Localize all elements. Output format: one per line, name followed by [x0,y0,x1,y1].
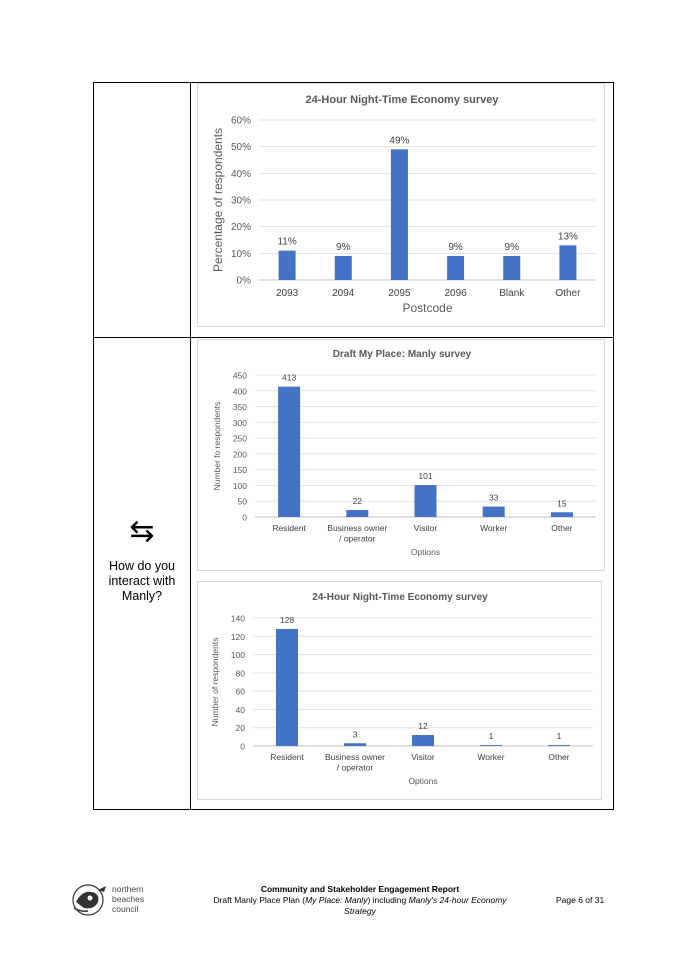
x-tick-label: 2095 [388,288,411,299]
bar [480,745,502,746]
data-label: 22 [352,496,363,507]
y-tick-label: 20% [230,222,251,234]
council-logo [68,882,112,918]
footer-text: Manly's 24-hour Economy [408,895,507,905]
y-tick-label: 50 [237,496,247,507]
footer-text: My Place: Manly [305,895,368,905]
x-tick-label: 2096 [444,288,467,299]
y-tick-label: 50% [230,142,251,154]
bar [391,149,408,280]
y-tick-label: 250 [232,433,247,444]
x-tick-label: Business owner / operator [327,523,388,544]
footer-text: Strategy [344,906,376,916]
y-tick-label: 350 [232,402,247,413]
interact-arrows-icon: ⇆ [129,514,155,549]
x-tick-label: Visitor [411,752,435,762]
bar [335,256,352,280]
survey-table [93,82,614,810]
x-tick-label: Other [555,288,581,299]
x-tick-label: Other [548,752,570,762]
bar [279,251,296,280]
data-label: 13% [557,231,578,243]
data-label: 33 [488,492,499,503]
y-tick-label: 0 [240,741,245,752]
bar [503,256,520,280]
y-tick-label: 40% [230,168,251,180]
y-tick-label: 140 [230,613,245,624]
x-tick-label: 2093 [275,288,299,299]
data-label: 11% [277,236,297,248]
x-axis-label: Options [410,547,441,557]
data-label: 1 [556,731,562,742]
y-tick-label: 0 [242,512,247,523]
bar [278,387,300,517]
bar [447,256,464,280]
data-label: 1 [488,731,494,742]
footer-subtitle [195,895,525,906]
footer-title [195,884,525,917]
data-label: 9% [336,242,351,253]
y-tick-label: 60% [230,115,251,127]
data-label: 128 [279,614,295,625]
bar [483,507,505,517]
chart-title: Draft My Place: Manly survey [332,349,472,360]
y-tick-label: 150 [232,465,247,476]
y-tick-label: 120 [230,631,245,642]
page-footer [0,872,675,922]
x-tick-label: Other [551,523,573,533]
bar [551,512,573,517]
footer-subtitle-line3 [195,906,525,917]
page-number: Page 6 of 31 [556,895,605,905]
y-tick-label: 40 [235,704,245,715]
row-label-cell [94,514,190,604]
x-tick-label: Resident [270,752,304,762]
y-tick-label: 400 [232,386,247,397]
y-tick-label: 0% [236,275,251,287]
y-tick-label: 100 [230,650,245,661]
data-label: 12 [418,721,428,732]
x-tick-label: 2094 [332,288,355,299]
data-label: 413 [282,372,297,383]
logo-word: northern [112,884,144,894]
chart-draft-my-place [197,339,605,571]
logo-text [112,884,144,914]
bar [276,629,298,746]
x-tick-label: Visitor [413,523,438,533]
y-tick-label: 60 [235,686,245,697]
chart-postcode [197,83,605,327]
bar [559,245,576,280]
row-label-text: How do you interact with Manly? [108,559,176,603]
data-label: 3 [352,729,358,740]
y-tick-label: 20 [235,723,245,734]
y-tick-label: 10% [230,248,251,260]
y-tick-label: 450 [232,370,247,381]
table-column-divider [190,83,191,809]
data-label: 9% [448,242,463,253]
x-tick-label: Resident [272,523,306,533]
logo-word: beaches [112,894,145,904]
chart-title: 24-Hour Night-Time Economy survey [305,94,499,106]
y-tick-label: 200 [232,449,247,460]
data-label: 9% [504,242,519,253]
bar [344,743,366,746]
y-tick-label: 100 [232,480,247,491]
x-axis-label: Options [408,776,438,786]
table-row-divider [94,337,613,338]
bar [346,510,368,517]
footer-text: Draft Manly Place Plan ( [213,895,306,905]
data-label: 15 [557,498,567,509]
chart-title: 24-Hour Night-Time Economy survey [312,592,488,603]
footer-report-title: Community and Stakeholder Engagement Report [260,884,460,894]
y-tick-label: 300 [232,417,247,428]
logo-word: council [112,904,139,914]
bar [548,745,570,746]
x-tick-label: Blank [499,288,525,299]
y-axis-label: Number fo respondents [212,401,222,491]
x-tick-label: Worker [477,752,505,762]
y-tick-label: 80 [235,668,245,679]
chart-night-time-options [197,581,602,800]
x-tick-label: Business owner / operator [324,752,386,773]
y-axis-label: Percentage of respondents [211,127,225,273]
data-label: 49% [389,135,410,147]
bar [412,735,434,746]
data-label: 101 [418,471,433,482]
y-tick-label: 30% [230,195,251,207]
bar [415,485,437,517]
x-axis-label: Postcode [402,301,453,315]
x-tick-label: Worker [480,523,508,533]
y-axis-label: Number of respondents [210,637,220,727]
footer-text: ) including [367,895,409,905]
